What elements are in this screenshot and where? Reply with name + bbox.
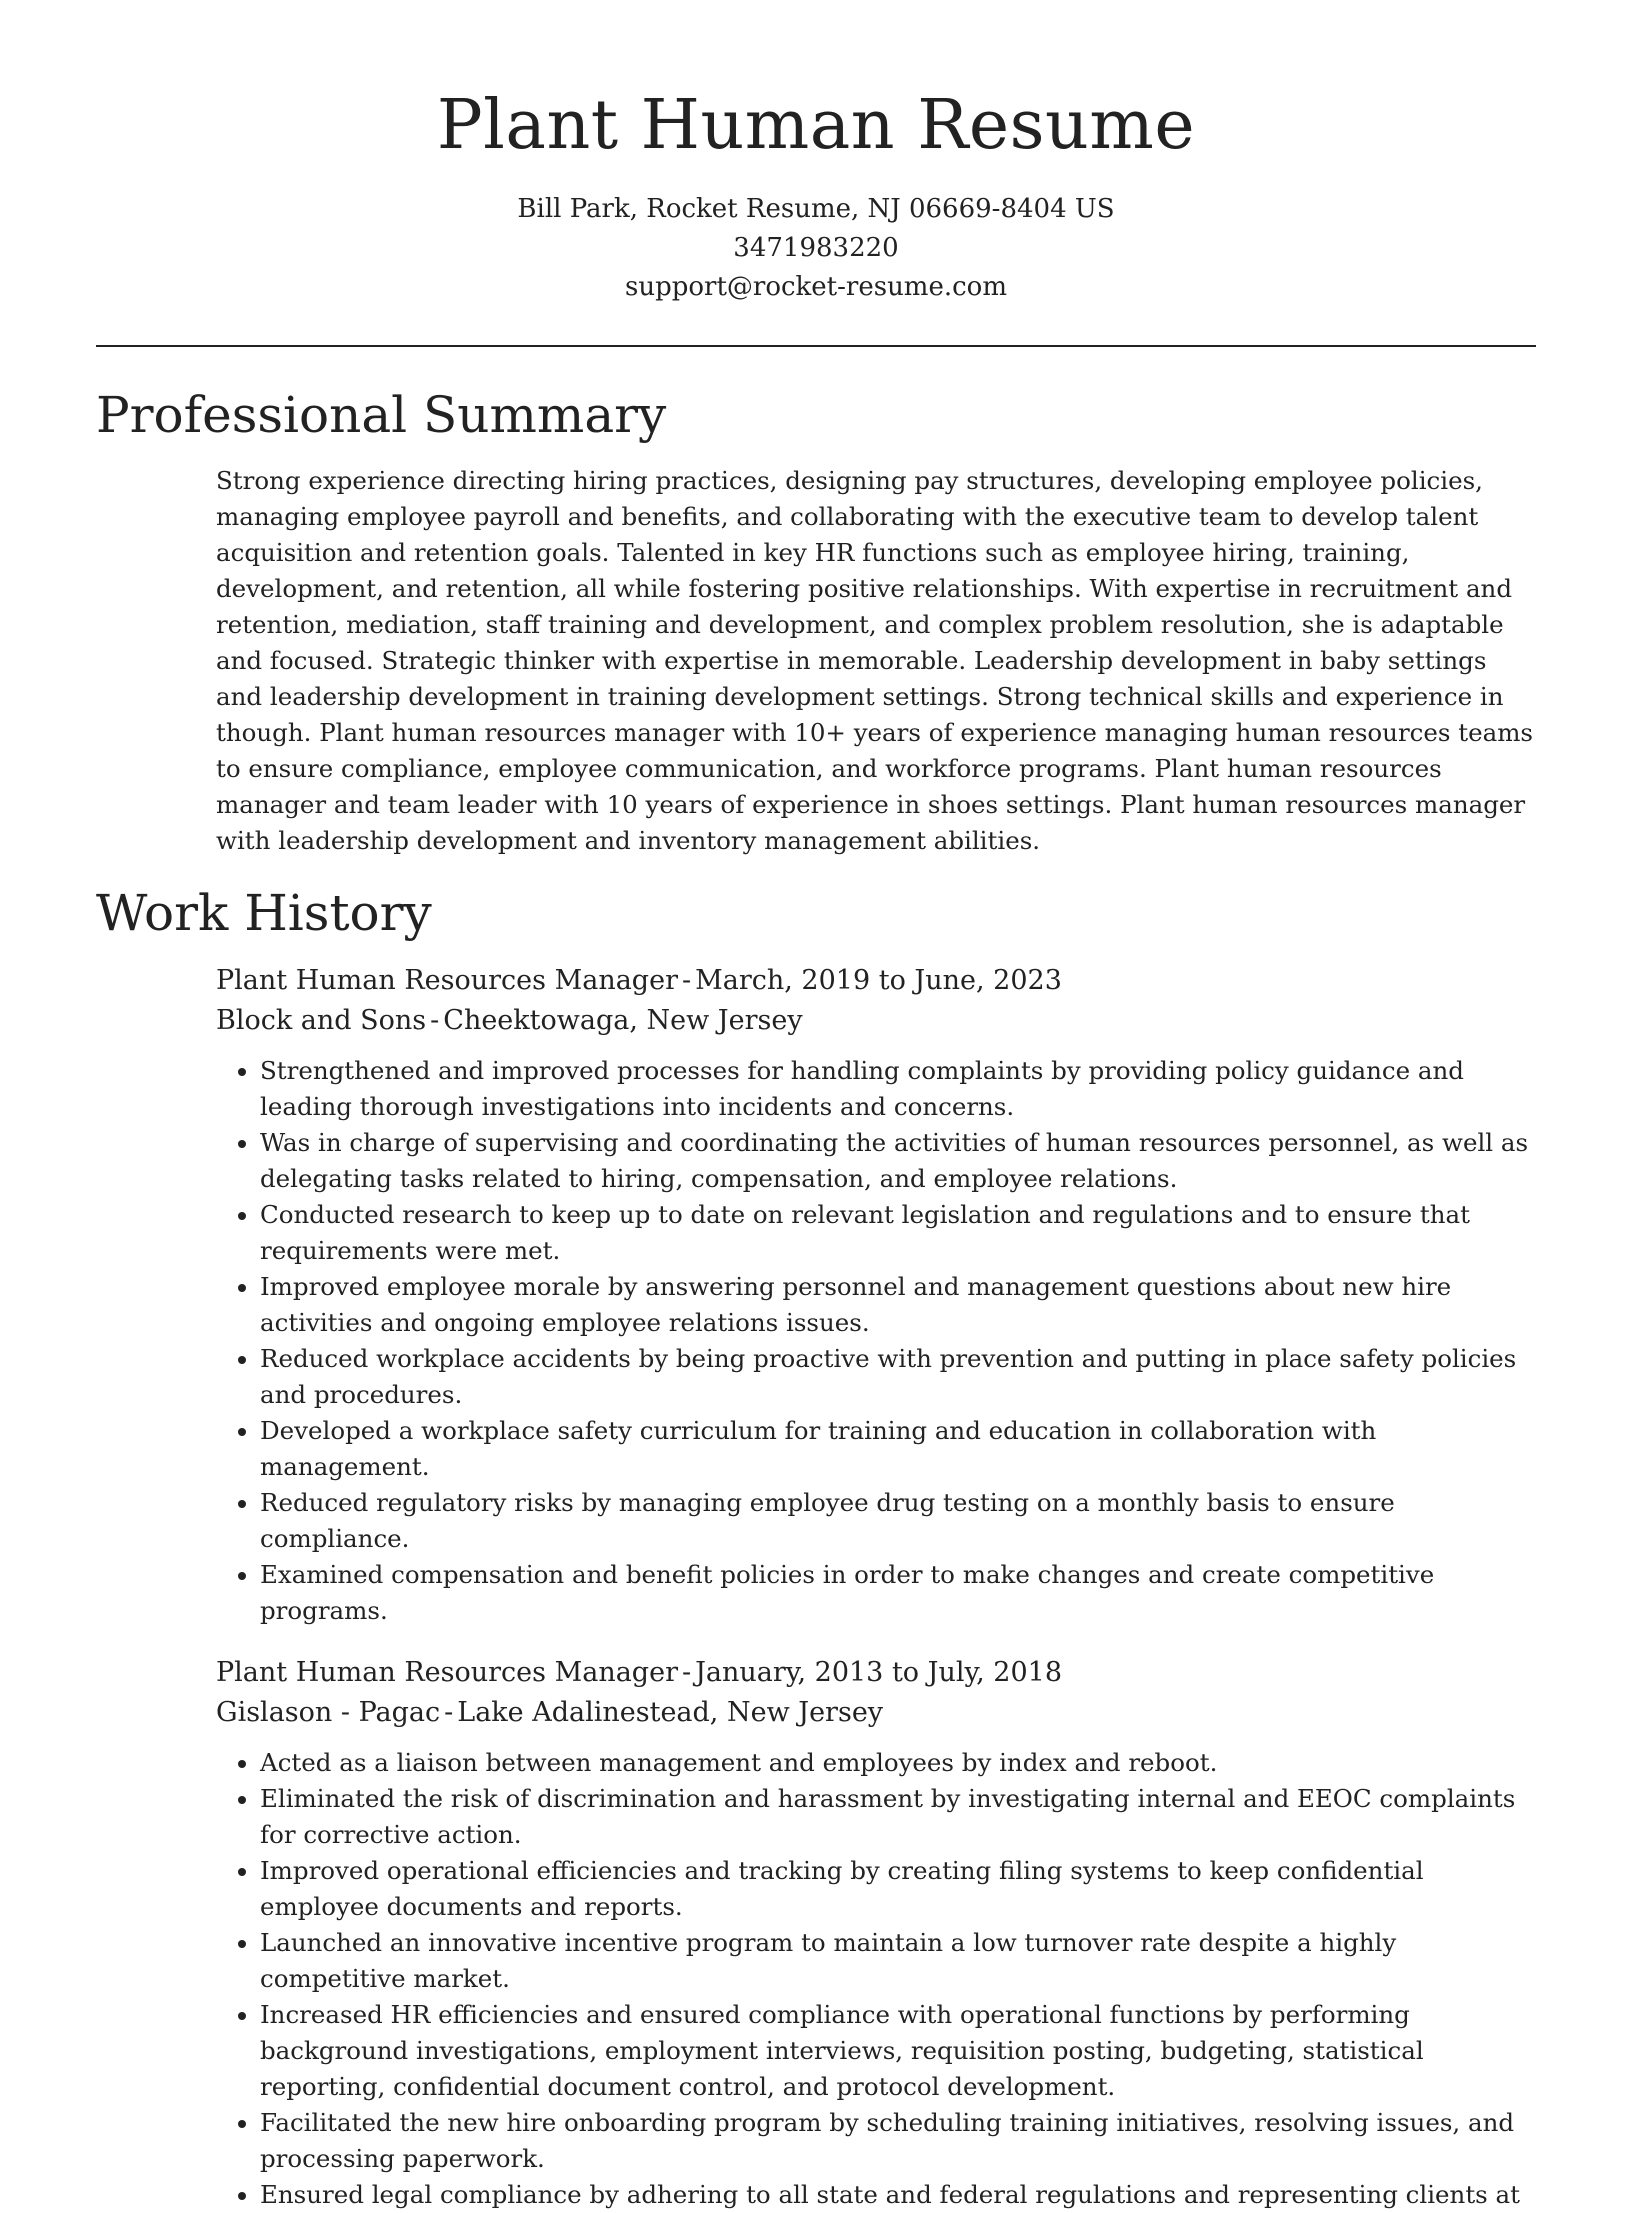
job-company-line	[216, 1001, 1536, 1041]
job-bullet: • Eliminated the risk of discrimination and harassment by investigating internal and EEOC complaints for corrective action.	[260, 1781, 1536, 1853]
job-bullet: • Developed a workplace safety curriculum for training and education in collaboration with management.	[260, 1413, 1536, 1485]
job-entry	[216, 1653, 1536, 2213]
job-bullet: • Acted as a liaison between management and employees by index and reboot.	[260, 1745, 1536, 1781]
job-bullets	[216, 1053, 1536, 1629]
job-role: Plant Human Resources Manager	[216, 965, 678, 996]
contact-phone: 3471983220	[733, 233, 899, 263]
job-bullet: • Launched an innovative incentive program to maintain a low turnover rate despite a highly competitive market.	[260, 1925, 1536, 1997]
resume-header	[0, 0, 1632, 307]
job-dates: March, 2019 to June, 2023	[695, 965, 1062, 996]
job-bullet: • Increased HR efficiencies and ensured compliance with operational functions by performing background investigations, employment interviews, requisition posting, budgeting, statistical reporting, confidential document control, and protocol development.	[260, 1997, 1536, 2105]
job-bullet: • Ensured legal compliance by adhering to all state and federal regulations and representing clients at	[260, 2177, 1536, 2213]
job-company-line	[216, 1693, 1536, 1733]
contact-block	[0, 190, 1632, 307]
section-title-work: Work History	[96, 884, 432, 942]
job-role-line	[216, 1653, 1536, 1693]
job-bullet: • Improved operational efficiencies and tracking by creating filing systems to keep confidential employee documents and reports.	[260, 1853, 1536, 1925]
job-location: Lake Adalinestead, New Jersey	[457, 1697, 884, 1728]
job-role-line	[216, 961, 1536, 1001]
job-dates: January, 2013 to July, 2018	[695, 1657, 1063, 1688]
job-location: Cheektowaga, New Jersey	[443, 1005, 803, 1036]
job-bullet: • Conducted research to keep up to date on relevant legislation and regulations and to ensure that requirements were met.	[260, 1197, 1536, 1269]
job-entry	[216, 961, 1536, 1629]
job-bullets	[216, 1745, 1536, 2213]
job-bullet: • Reduced workplace accidents by being proactive with prevention and putting in place safety policies and procedures.	[260, 1341, 1536, 1413]
job-bullet: • Improved employee morale by answering personnel and management questions about new hire activities and ongoing employee relations issues.	[260, 1269, 1536, 1341]
job-bullet: • Strengthened and improved processes for handling complaints by providing policy guidance and leading thorough investigations into incidents and concerns.	[260, 1053, 1536, 1125]
summary-text: Strong experience directing hiring practices, designing pay structures, developing employee policies, managing employee payroll and benefits, and collaborating with the executive team to develop talent acquisition and retention goals. Talented in key HR functions such as employee hiring, training, development, and retention, all while fostering positive relationships. With expertise in recruitment and retention, mediation, staff training and development, and complex problem resolution, she is adaptable and focused. Strategic thinker with expertise in memorable. Leadership development in baby settings and leadership development in training development settings. Strong technical skills and experience in though. Plant human resources manager with 10+ years of experience managing human resources teams to ensure compliance, employee communication, and workforce programs. Plant human resources manager and team leader with 10 years of experience in shoes settings. Plant human resources manager with leadership development and inventory management abilities.	[216, 466, 1533, 855]
summary-body	[216, 463, 1536, 859]
job-bullet: • Examined compensation and benefit policies in order to make changes and create competitive programs.	[260, 1557, 1536, 1629]
job-bullet: • Facilitated the new hire onboarding program by scheduling training initiatives, resolving issues, and processing paperwork.	[260, 2105, 1536, 2177]
section-title-summary: Professional Summary	[96, 386, 667, 444]
contact-email: support@rocket-resume.com	[624, 272, 1007, 302]
job-company: Block and Sons	[216, 1005, 427, 1036]
role-date-separator: -	[681, 1657, 692, 1688]
header-divider	[96, 345, 1536, 347]
job-company: Gislason - Pagac	[216, 1697, 441, 1728]
contact-address: Bill Park, Rocket Resume, NJ 06669-8404 US	[517, 194, 1115, 224]
job-bullet: • Reduced regulatory risks by managing employee drug testing on a monthly basis to ensure compliance.	[260, 1485, 1536, 1557]
company-location-separator: -	[430, 1005, 440, 1036]
job-bullet: • Was in charge of supervising and coordinating the activities of human resources personnel, as well as delegating tasks related to hiring, compensation, and employee relations.	[260, 1125, 1536, 1197]
resume-title: Plant Human Resume	[436, 86, 1196, 165]
job-role: Plant Human Resources Manager	[216, 1657, 678, 1688]
work-history	[216, 961, 1536, 2213]
company-location-separator: -	[444, 1697, 454, 1728]
role-date-separator: -	[681, 965, 692, 996]
